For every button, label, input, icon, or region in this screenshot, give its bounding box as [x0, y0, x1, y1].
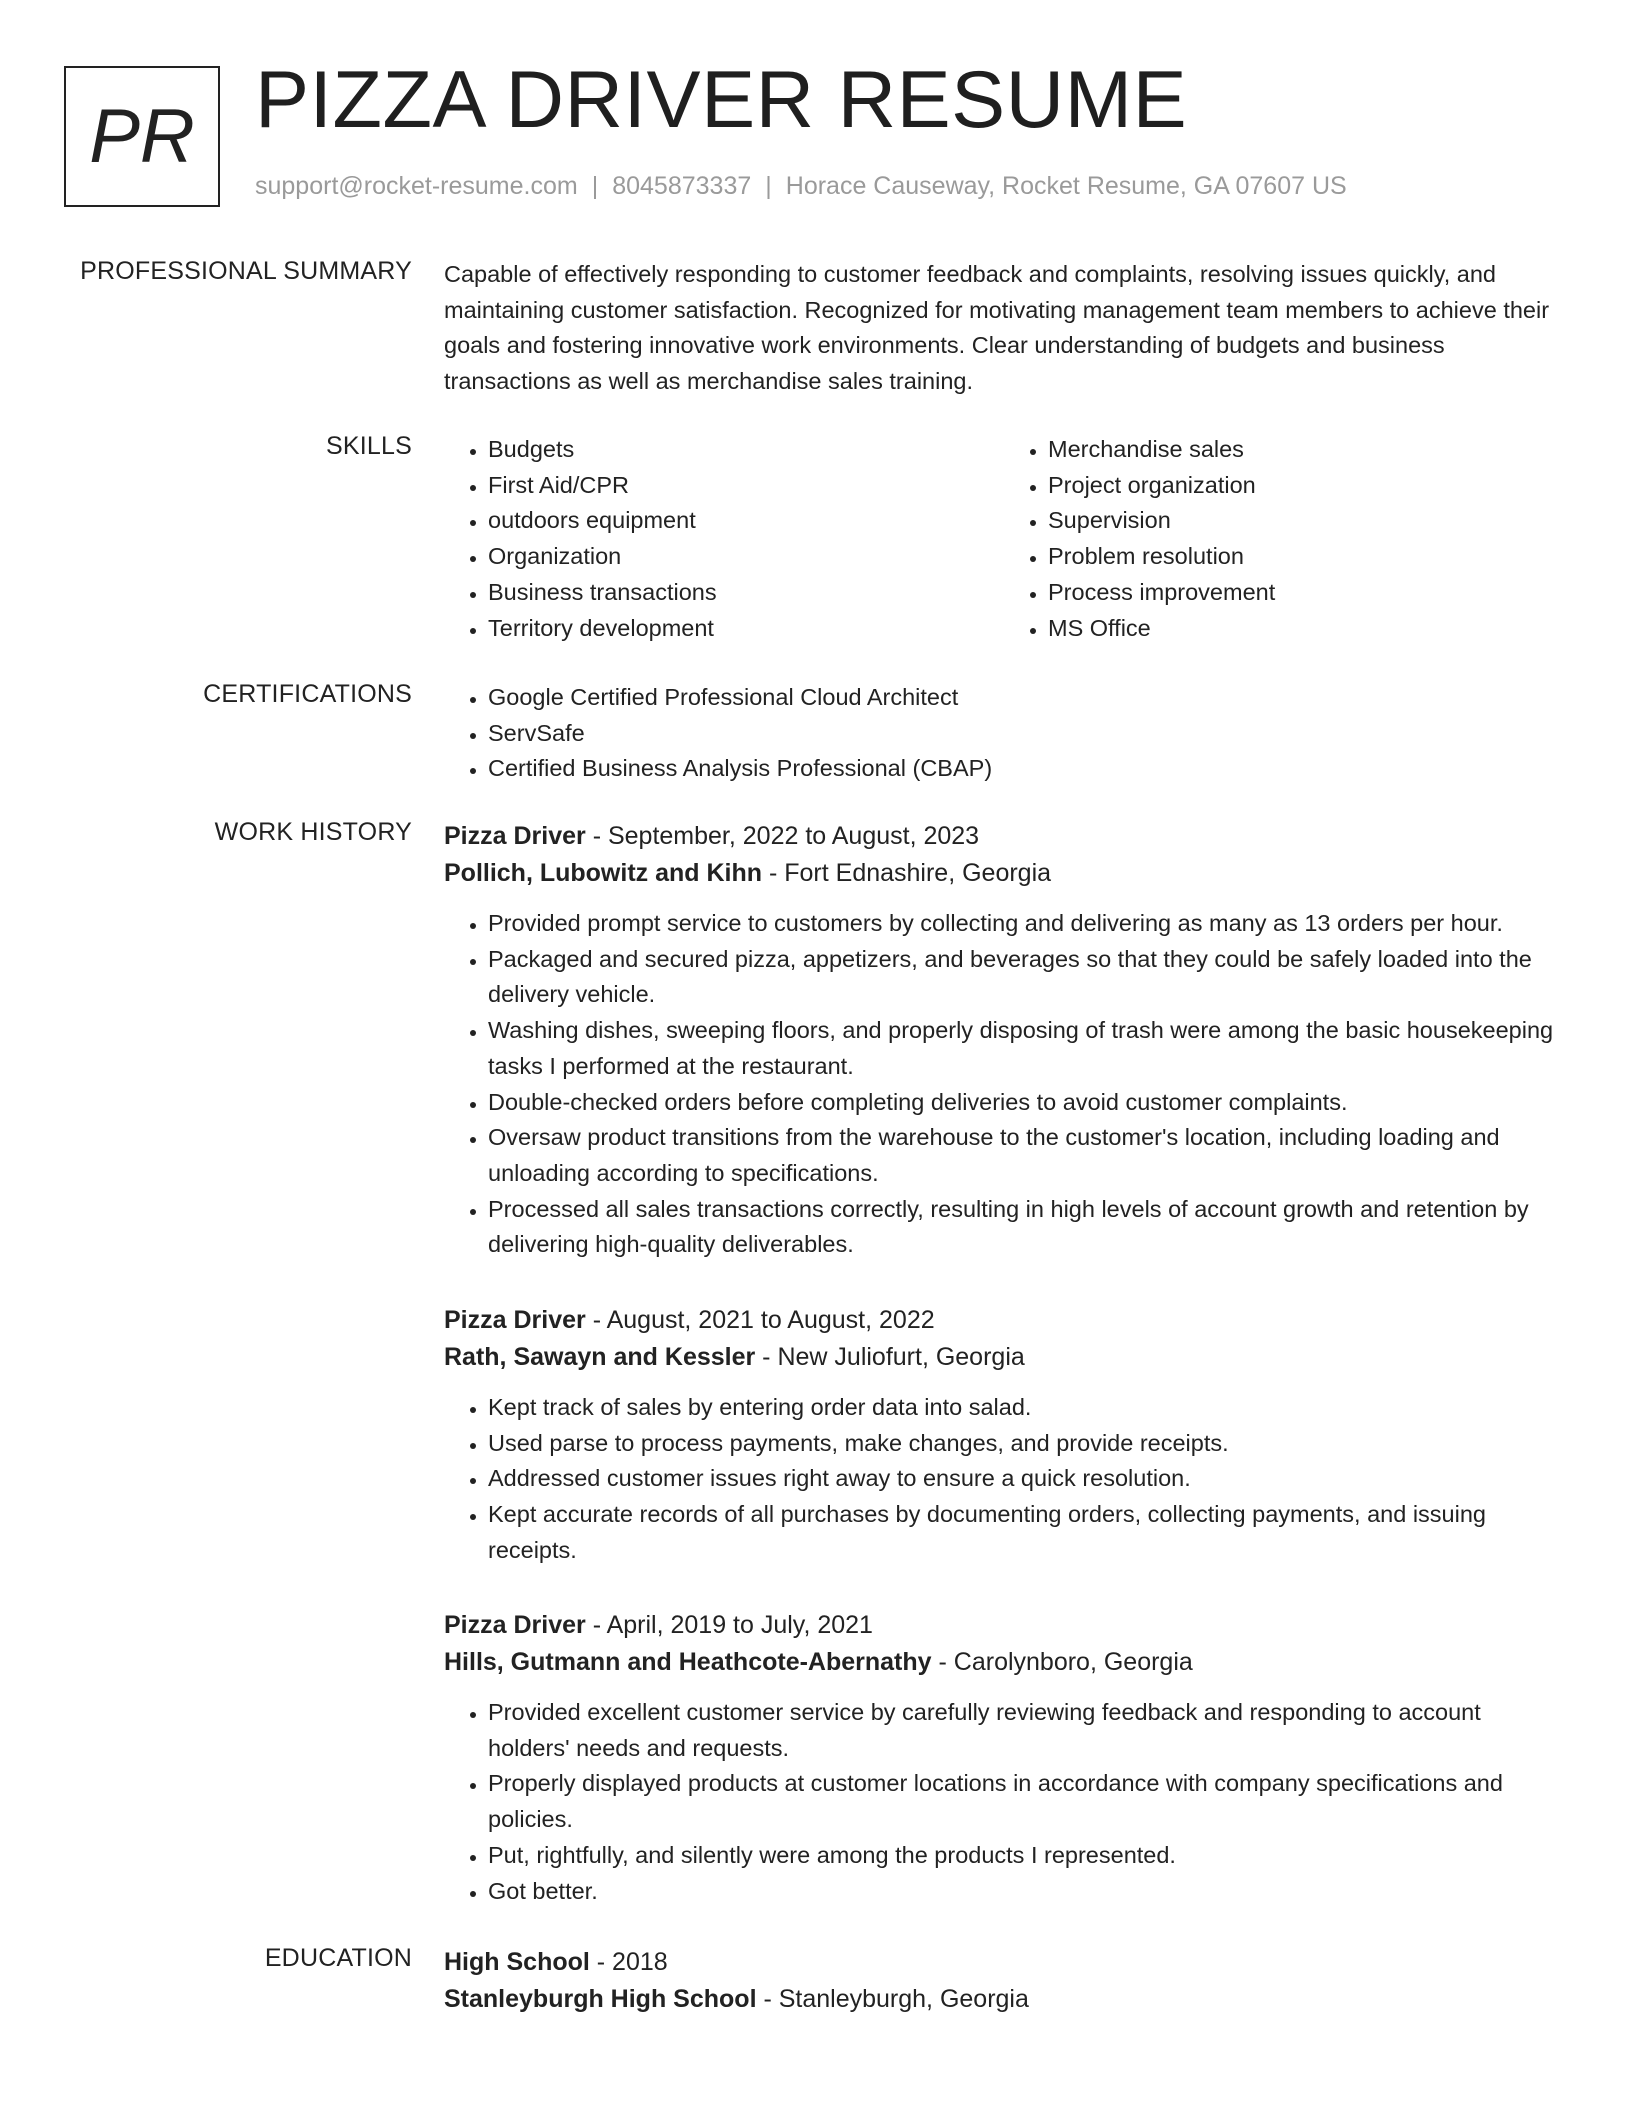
employer-line: [444, 1339, 1564, 1376]
page-title: PIZZA DRIVER RESUME: [255, 55, 1188, 145]
contact-email[interactable]: support@rocket-resume.com: [255, 172, 578, 200]
job-entry: [444, 1302, 1564, 1569]
list-item: • Properly displayed products at customer locations in accordance with company specifications and policies.: [488, 1766, 1564, 1837]
skills-column-2: [1004, 432, 1564, 646]
list-item: • Got better.: [488, 1874, 1564, 1910]
contact-separator: |: [591, 172, 599, 200]
section-label-skills: SKILLS: [326, 432, 412, 460]
contact-address: Horace Causeway, Rocket Resume, GA 07607 US: [785, 172, 1347, 200]
list-item: • ServSafe: [488, 716, 1564, 752]
list-item: • Used parse to process payments, make changes, and provide receipts.: [488, 1426, 1564, 1462]
list-item: • Problem resolution: [1048, 539, 1564, 575]
list-item: • Packaged and secured pizza, appetizers, and beverages so that they could be safely loaded into the delivery vehicle.: [488, 942, 1564, 1013]
contact-phone[interactable]: 8045873337: [612, 172, 752, 200]
list-item: • MS Office: [1048, 611, 1564, 647]
school-line: [444, 1981, 1564, 2018]
skills-grid: [444, 432, 1564, 646]
list-item: • Oversaw product transitions from the warehouse to the customer's location, including loading and unloading according to specifications.: [488, 1120, 1564, 1191]
job-title: Pizza Driver: [444, 822, 586, 850]
job-title: Pizza Driver: [444, 1306, 586, 1334]
job-bullets: [444, 906, 1564, 1263]
list-item: • Budgets: [488, 432, 1004, 468]
employer-line: [444, 1644, 1564, 1681]
section-label-certifications: CERTIFICATIONS: [203, 680, 412, 708]
job-dates: - April, 2019 to July, 2021: [585, 1611, 873, 1639]
job-entry: [444, 1607, 1564, 1909]
list-item: • Processed all sales transactions correctly, resulting in high levels of account growth and retention by delivering high-quality deliverables.: [488, 1192, 1564, 1263]
degree-line: [444, 1944, 1564, 1981]
list-item: • First Aid/CPR: [488, 468, 1004, 504]
job-bullets: [444, 1695, 1564, 1909]
school-name: Stanleyburgh High School: [444, 1985, 757, 2013]
list-item: • Certified Business Analysis Professional (CBAP): [488, 751, 1564, 787]
skills-column-1: [444, 432, 1004, 646]
list-item: • Addressed customer issues right away to ensure a quick resolution.: [488, 1461, 1564, 1497]
employer-line: [444, 855, 1564, 892]
list-item: • Provided prompt service to customers by collecting and delivering as many as 13 orders per hour.: [488, 906, 1564, 942]
job-title-line: [444, 1302, 1564, 1339]
employer-location: - Fort Ednashire, Georgia: [762, 859, 1052, 887]
job-title-line: [444, 818, 1564, 855]
list-item: • Business transactions: [488, 575, 1004, 611]
summary-text: Capable of effectively responding to customer feedback and complaints, resolving issues quickly, and maintaining customer satisfaction. Recognized for motivating management team members to achieve their goals and fostering innovative work environments. Clear understanding of budgets and business transactions as well as merchandise sales training.: [444, 261, 1550, 395]
education-content: [444, 1944, 1564, 2018]
school-location: - Stanleyburgh, Georgia: [756, 1985, 1029, 2013]
job-entry: [444, 818, 1564, 1263]
list-item: • Process improvement: [1048, 575, 1564, 611]
section-label-education: EDUCATION: [264, 1944, 412, 1972]
list-item: • Organization: [488, 539, 1004, 575]
list-item: • Project organization: [1048, 468, 1564, 504]
employer-location: - New Juliofurt, Georgia: [755, 1343, 1025, 1371]
list-item: • outdoors equipment: [488, 503, 1004, 539]
graduation-year: - 2018: [589, 1948, 668, 1976]
list-item: • Supervision: [1048, 503, 1564, 539]
monogram-initials: PR: [89, 94, 195, 179]
list-item: • Kept track of sales by entering order data into salad.: [488, 1390, 1564, 1426]
section-label-work: WORK HISTORY: [214, 818, 412, 846]
job-title-line: [444, 1607, 1564, 1644]
contact-line: [255, 172, 1347, 201]
list-item: • Territory development: [488, 611, 1004, 647]
employer-location: - Carolynboro, Georgia: [931, 1648, 1193, 1676]
employer-name: Hills, Gutmann and Heathcote-Abernathy: [444, 1648, 932, 1676]
employer-name: Rath, Sawayn and Kessler: [444, 1343, 756, 1371]
degree: High School: [444, 1948, 590, 1976]
job-title: Pizza Driver: [444, 1611, 586, 1639]
monogram-box: [64, 66, 220, 207]
summary-content: [444, 257, 1564, 400]
employer-name: Pollich, Lubowitz and Kihn: [444, 859, 763, 887]
certifications-list: [444, 680, 1564, 787]
list-item: • Google Certified Professional Cloud Architect: [488, 680, 1564, 716]
contact-separator: |: [765, 172, 772, 200]
list-item: • Put, rightfully, and silently were among the products I represented.: [488, 1838, 1564, 1874]
section-label-summary: PROFESSIONAL SUMMARY: [80, 257, 412, 285]
list-item: • Merchandise sales: [1048, 432, 1564, 468]
job-bullets: [444, 1390, 1564, 1569]
certifications-content: [444, 680, 1564, 787]
list-item: • Washing dishes, sweeping floors, and properly disposing of trash were among the basic housekeeping tasks I performed at the restaurant.: [488, 1013, 1564, 1084]
job-dates: - August, 2021 to August, 2022: [585, 1306, 935, 1334]
job-dates: - September, 2022 to August, 2023: [585, 822, 980, 850]
list-item: • Provided excellent customer service by carefully reviewing feedback and responding to account holders' needs and requests.: [488, 1695, 1564, 1766]
list-item: • Double-checked orders before completing deliveries to avoid customer complaints.: [488, 1085, 1564, 1121]
list-item: • Kept accurate records of all purchases by documenting orders, collecting payments, and issuing receipts.: [488, 1497, 1564, 1568]
